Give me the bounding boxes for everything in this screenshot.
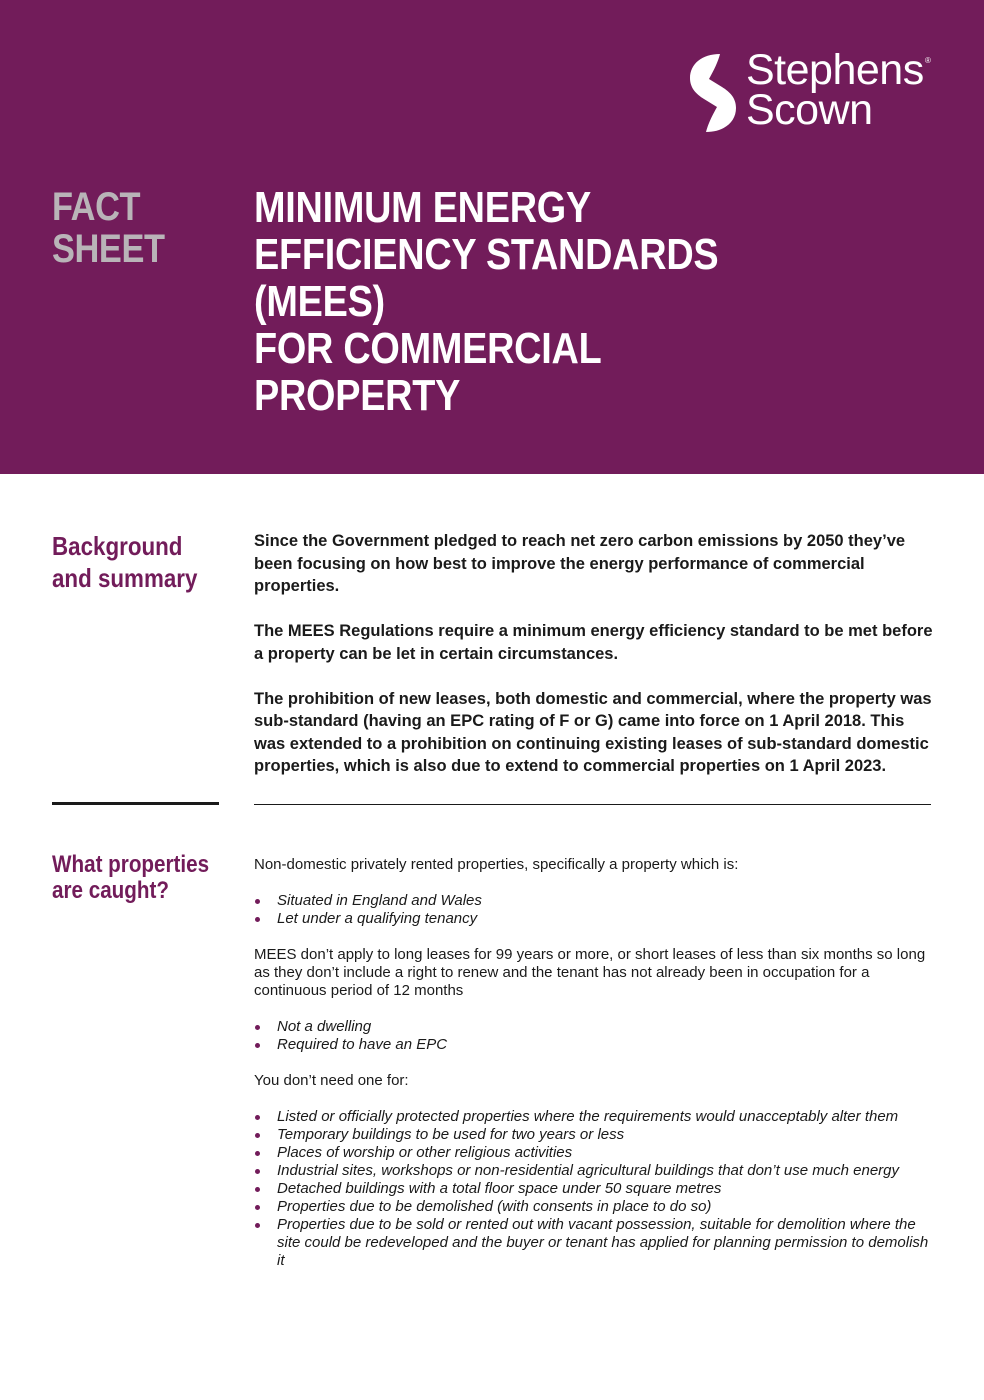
criteria-list xyxy=(254,892,934,928)
bullet-icon xyxy=(255,1025,260,1030)
bullet-icon xyxy=(255,917,260,922)
list-item-text: Properties due to be demolished (with consents in place to do so) xyxy=(277,1198,712,1215)
summary-paragraph: The prohibition of new leases, both domestic and commercial, where the property was sub-standard (having an EPC rating of F or G) came into force on 1 April 2018. This was extended to a prohibition on continuing existing leases of sub-standard domestic properties, which is also due to extend to commercial properties on 1 April 2023. xyxy=(254,689,932,775)
heading-line: Background xyxy=(52,531,183,561)
list-item xyxy=(254,892,934,910)
bullet-icon xyxy=(255,1115,260,1120)
list-item xyxy=(254,1180,934,1198)
section-divider-thick xyxy=(52,802,219,805)
logo-s-mark-icon xyxy=(690,54,736,132)
list-item xyxy=(254,1198,934,1216)
summary-paragraph: The MEES Regulations require a minimum energy efficiency standard to be met before a property can be let in certain circumstances. xyxy=(254,622,933,663)
list-item xyxy=(254,1162,934,1180)
exempt-intro: You don’t need one for: xyxy=(254,1072,409,1089)
list-item-text: Places of worship or other religious activities xyxy=(277,1144,573,1161)
list-item-text: Let under a qualifying tenancy xyxy=(277,910,478,927)
title-line: FOR COMMERCIAL xyxy=(254,324,602,373)
list-item xyxy=(254,1018,934,1036)
heading-line: are caught? xyxy=(52,877,169,904)
bullet-icon xyxy=(255,1223,260,1228)
list-item-text: Listed or officially protected properties where the requirements would unacceptably alter them xyxy=(277,1108,899,1125)
list-item-text: Properties due to be sold or rented out with vacant possession, suitable for demolition where the site could be redeveloped and the buyer or tenant has applied for planning permission to demolish it xyxy=(277,1216,929,1269)
fact-label-line1: FACT xyxy=(52,185,141,229)
list-item-text: Temporary buildings to be used for two years or less xyxy=(277,1126,625,1143)
lease-note: MEES don’t apply to long leases for 99 years or more, or short leases of less than six months so long as they don’t include a right to renew and the tenant has not already been in occupation for a continuous period of 12 months xyxy=(254,946,926,999)
bullet-icon xyxy=(255,1043,260,1048)
brand-logo xyxy=(690,46,940,134)
title-line: PROPERTY xyxy=(254,371,461,420)
fact-sheet-label xyxy=(52,186,165,270)
bullet-icon xyxy=(255,1187,260,1192)
list-item xyxy=(254,1216,934,1270)
brand-name-line1: Stephens xyxy=(746,46,924,94)
brand-name-line2: Scown xyxy=(746,86,873,134)
section-divider-thin xyxy=(254,804,931,805)
title-line: EFFICIENCY STANDARDS xyxy=(254,230,719,279)
caught-heading xyxy=(52,852,224,904)
brand-name xyxy=(746,46,924,134)
bullet-icon xyxy=(255,1169,260,1174)
header-banner xyxy=(0,0,984,474)
list-item xyxy=(254,910,934,928)
criteria-list xyxy=(254,1018,934,1054)
background-heading xyxy=(52,530,224,594)
page-title xyxy=(254,184,804,419)
bullet-icon xyxy=(255,1205,260,1210)
fact-label-line2: SHEET xyxy=(52,227,165,271)
registered-mark: ® xyxy=(925,56,931,65)
list-item-text: Detached buildings with a total floor space under 50 square metres xyxy=(277,1180,722,1197)
bullet-icon xyxy=(255,899,260,904)
caught-intro: Non-domestic privately rented properties, specifically a property which is: xyxy=(254,856,739,873)
list-item xyxy=(254,1144,934,1162)
list-item-text: Situated in England and Wales xyxy=(277,892,482,909)
title-line: (MEES) xyxy=(254,277,385,326)
summary-paragraph: Since the Government pledged to reach net zero carbon emissions by 2050 they’ve been focusing on how best to improve the energy performance of commercial properties. xyxy=(254,532,906,595)
bullet-icon xyxy=(255,1151,260,1156)
list-item-text: Industrial sites, workshops or non-residential agricultural buildings that don’t use much energy xyxy=(277,1162,899,1179)
list-item xyxy=(254,1126,934,1144)
title-line: MINIMUM ENERGY xyxy=(254,183,591,232)
list-item xyxy=(254,1108,934,1126)
bullet-icon xyxy=(255,1133,260,1138)
heading-line: What properties xyxy=(52,851,210,878)
heading-line: and summary xyxy=(52,563,198,593)
list-item-text: Not a dwelling xyxy=(277,1018,372,1035)
exemption-list xyxy=(254,1108,934,1270)
list-item xyxy=(254,1036,934,1054)
caught-body xyxy=(254,856,934,1288)
background-summary xyxy=(254,530,934,800)
list-item-text: Required to have an EPC xyxy=(277,1036,448,1053)
